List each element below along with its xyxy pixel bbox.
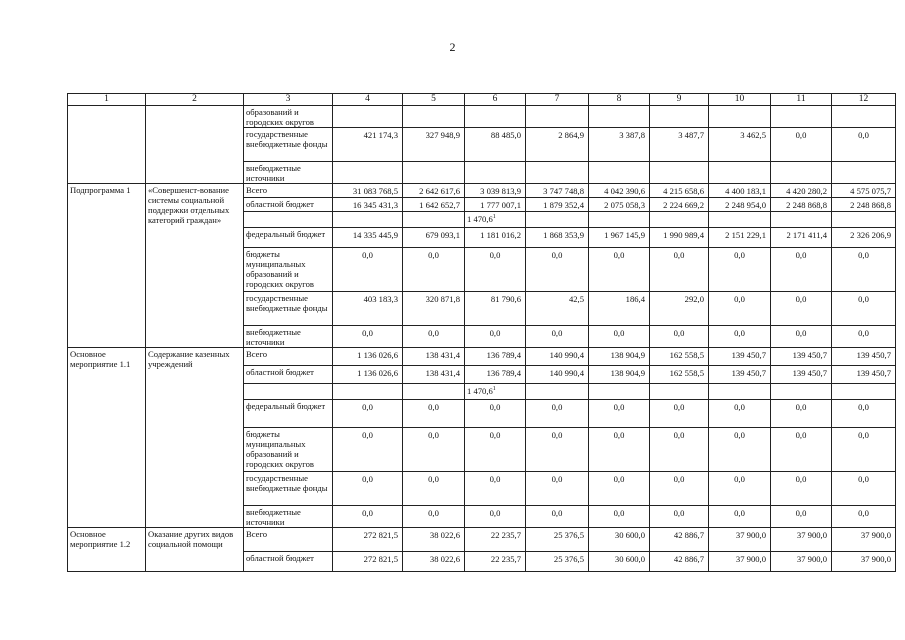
- value-cell: 0,0: [709, 326, 771, 348]
- value-cell: 0,0: [771, 472, 832, 506]
- value-cell: 0,0: [650, 428, 709, 472]
- value-cell: 0,0: [465, 400, 526, 428]
- value-cell: 2 248 954,0: [709, 198, 771, 212]
- source-label: образований и городских округов: [244, 106, 333, 128]
- value-cell: 1 181 016,2: [465, 228, 526, 248]
- column-header: 7: [526, 94, 589, 106]
- value-cell: 0,0: [709, 472, 771, 506]
- value-cell: 4 400 183,1: [709, 184, 771, 198]
- value-cell: 0,0: [403, 506, 465, 528]
- value-cell: 1 879 352,4: [526, 198, 589, 212]
- value-cell: 0,0: [832, 326, 896, 348]
- value-cell: 0,0: [650, 248, 709, 292]
- value-cell: 0,0: [589, 472, 650, 506]
- value-cell: 1 990 989,4: [650, 228, 709, 248]
- column-header: 10: [709, 94, 771, 106]
- column-header: 12: [832, 94, 896, 106]
- value-cell: 138 431,4: [403, 366, 465, 384]
- value-cell: 0,0: [771, 128, 832, 162]
- value-cell: 0,0: [465, 248, 526, 292]
- value-cell: 42 886,7: [650, 552, 709, 572]
- note-value: 1 470,6: [467, 214, 493, 224]
- note-value: 1 470,6: [467, 386, 493, 396]
- value-cell: 30 600,0: [589, 552, 650, 572]
- column-header: 11: [771, 94, 832, 106]
- empty-cell: [403, 162, 465, 184]
- value-cell: 0,0: [709, 428, 771, 472]
- column-header: 5: [403, 94, 465, 106]
- value-cell: 0,0: [403, 428, 465, 472]
- value-cell: 272 821,5: [333, 528, 403, 552]
- value-cell: 2 151 229,1: [709, 228, 771, 248]
- source-label: федеральный бюджет: [244, 228, 333, 248]
- value-cell: 0,0: [709, 506, 771, 528]
- value-cell: 0,0: [832, 128, 896, 162]
- value-cell: 38 022,6: [403, 528, 465, 552]
- value-cell: 2 171 411,4: [771, 228, 832, 248]
- source-label: бюджеты муниципальных образований и городских округов: [244, 248, 333, 292]
- value-cell: 37 900,0: [709, 528, 771, 552]
- value-cell: 0,0: [589, 248, 650, 292]
- value-cell: 0,0: [465, 326, 526, 348]
- value-cell: 0,0: [526, 472, 589, 506]
- empty-cell: [832, 384, 896, 400]
- value-cell: 0,0: [771, 428, 832, 472]
- empty-cell: [526, 162, 589, 184]
- value-cell: 0,0: [771, 400, 832, 428]
- value-cell: 0,0: [589, 428, 650, 472]
- source-label: внебюджетные источники: [244, 162, 333, 184]
- value-cell: 0,0: [650, 326, 709, 348]
- source-label: областной бюджет: [244, 198, 333, 212]
- empty-cell: [832, 106, 896, 128]
- value-cell: 25 376,5: [526, 552, 589, 572]
- program-title: «Совершенст-вование системы социальной поддержки отдельных категорий граждан»: [146, 184, 244, 348]
- note-cell: [465, 384, 526, 400]
- source-label: государственные внебюджетные фонды: [244, 292, 333, 326]
- source-label: государственные внебюджетные фонды: [244, 472, 333, 506]
- value-cell: 3 387,8: [589, 128, 650, 162]
- empty-cell: [650, 212, 709, 228]
- table-row: [68, 184, 896, 198]
- value-cell: 22 235,7: [465, 552, 526, 572]
- empty-cell: [771, 212, 832, 228]
- empty-cell: [146, 106, 244, 184]
- value-cell: 37 900,0: [832, 552, 896, 572]
- value-cell: 0,0: [589, 506, 650, 528]
- value-cell: 3 039 813,9: [465, 184, 526, 198]
- program-title: Оказание других видов социальной помощи: [146, 528, 244, 572]
- empty-cell: [403, 384, 465, 400]
- header-row: [68, 94, 896, 106]
- value-cell: 16 345 431,3: [333, 198, 403, 212]
- value-cell: 162 558,5: [650, 366, 709, 384]
- table-row: [68, 348, 896, 366]
- note-mark: 1: [492, 386, 496, 393]
- page-number: 2: [449, 40, 456, 54]
- value-cell: 1 136 026,6: [333, 366, 403, 384]
- value-cell: 2 248 868,8: [832, 198, 896, 212]
- empty-cell: [650, 162, 709, 184]
- value-cell: 14 335 445,9: [333, 228, 403, 248]
- empty-cell: [589, 384, 650, 400]
- source-label: государственные внебюджетные фонды: [244, 128, 333, 162]
- value-cell: 0,0: [832, 292, 896, 326]
- source-label: внебюджетные источники: [244, 326, 333, 348]
- empty-cell: [771, 384, 832, 400]
- value-cell: 25 376,5: [526, 528, 589, 552]
- source-label: внебюджетные источники: [244, 506, 333, 528]
- value-cell: 421 174,3: [333, 128, 403, 162]
- value-cell: 0,0: [333, 506, 403, 528]
- value-cell: 0,0: [403, 400, 465, 428]
- empty-cell: [771, 162, 832, 184]
- value-cell: 186,4: [589, 292, 650, 326]
- value-cell: 37 900,0: [771, 552, 832, 572]
- value-cell: 140 990,4: [526, 348, 589, 366]
- value-cell: 81 790,6: [465, 292, 526, 326]
- empty-cell: [465, 106, 526, 128]
- value-cell: 292,0: [650, 292, 709, 326]
- value-cell: 0,0: [771, 506, 832, 528]
- value-cell: 139 450,7: [832, 366, 896, 384]
- value-cell: 140 990,4: [526, 366, 589, 384]
- empty-cell: [333, 384, 403, 400]
- value-cell: 4 042 390,6: [589, 184, 650, 198]
- value-cell: 0,0: [403, 472, 465, 506]
- empty-cell: [832, 212, 896, 228]
- value-cell: 1 967 145,9: [589, 228, 650, 248]
- column-header: 8: [589, 94, 650, 106]
- value-cell: 162 558,5: [650, 348, 709, 366]
- value-cell: 0,0: [465, 428, 526, 472]
- value-cell: 0,0: [650, 400, 709, 428]
- empty-cell: [526, 212, 589, 228]
- program-title: Содержание казенных учреждений: [146, 348, 244, 528]
- value-cell: 2 326 206,9: [832, 228, 896, 248]
- value-cell: 0,0: [333, 248, 403, 292]
- value-cell: 3 487,7: [650, 128, 709, 162]
- column-header: 6: [465, 94, 526, 106]
- value-cell: 0,0: [465, 506, 526, 528]
- source-label: областной бюджет: [244, 552, 333, 572]
- empty-cell: [333, 106, 403, 128]
- note-cell: [465, 212, 526, 228]
- value-cell: 2 248 868,8: [771, 198, 832, 212]
- value-cell: 0,0: [333, 400, 403, 428]
- value-cell: 31 083 768,5: [333, 184, 403, 198]
- value-cell: 3 747 748,8: [526, 184, 589, 198]
- value-cell: 1 136 026,6: [333, 348, 403, 366]
- value-cell: 138 904,9: [589, 348, 650, 366]
- empty-cell: [650, 384, 709, 400]
- value-cell: 272 821,5: [333, 552, 403, 572]
- value-cell: 38 022,6: [403, 552, 465, 572]
- empty-cell: [650, 106, 709, 128]
- column-header: 9: [650, 94, 709, 106]
- empty-cell: [709, 162, 771, 184]
- value-cell: 0,0: [465, 472, 526, 506]
- note-mark: 1: [492, 214, 496, 221]
- value-cell: 139 450,7: [771, 348, 832, 366]
- value-cell: 4 215 658,6: [650, 184, 709, 198]
- value-cell: 139 450,7: [832, 348, 896, 366]
- value-cell: 0,0: [526, 248, 589, 292]
- value-cell: 0,0: [650, 506, 709, 528]
- value-cell: 2 075 058,3: [589, 198, 650, 212]
- value-cell: 0,0: [526, 326, 589, 348]
- value-cell: 0,0: [526, 506, 589, 528]
- column-header: 2: [146, 94, 244, 106]
- empty-cell: [244, 384, 333, 400]
- value-cell: 0,0: [526, 428, 589, 472]
- value-cell: 1 777 007,1: [465, 198, 526, 212]
- program-name: Основное мероприятие 1.2: [68, 528, 146, 572]
- empty-cell: [526, 106, 589, 128]
- value-cell: 136 789,4: [465, 366, 526, 384]
- value-cell: 0,0: [832, 400, 896, 428]
- value-cell: 320 871,8: [403, 292, 465, 326]
- empty-cell: [709, 212, 771, 228]
- empty-cell: [589, 162, 650, 184]
- source-label: федеральный бюджет: [244, 400, 333, 428]
- budget-table: [67, 93, 896, 572]
- empty-cell: [68, 106, 146, 184]
- value-cell: 138 904,9: [589, 366, 650, 384]
- source-label: бюджеты муниципальных образований и городских округов: [244, 428, 333, 472]
- value-cell: 0,0: [333, 428, 403, 472]
- source-label: Всего: [244, 348, 333, 366]
- value-cell: 0,0: [832, 506, 896, 528]
- empty-cell: [244, 212, 333, 228]
- value-cell: 0,0: [771, 326, 832, 348]
- value-cell: 0,0: [771, 248, 832, 292]
- value-cell: 403 183,3: [333, 292, 403, 326]
- value-cell: 88 485,0: [465, 128, 526, 162]
- empty-cell: [465, 162, 526, 184]
- value-cell: 2 864,9: [526, 128, 589, 162]
- value-cell: 0,0: [709, 248, 771, 292]
- value-cell: 2 642 617,6: [403, 184, 465, 198]
- column-header: 4: [333, 94, 403, 106]
- value-cell: 42 886,7: [650, 528, 709, 552]
- empty-cell: [832, 162, 896, 184]
- program-name: Подпрограмма 1: [68, 184, 146, 348]
- value-cell: 0,0: [709, 292, 771, 326]
- empty-cell: [333, 212, 403, 228]
- value-cell: 327 948,9: [403, 128, 465, 162]
- source-label: Всего: [244, 528, 333, 552]
- empty-cell: [709, 106, 771, 128]
- empty-cell: [771, 106, 832, 128]
- table-row: [68, 106, 896, 128]
- source-label: Всего: [244, 184, 333, 198]
- value-cell: 37 900,0: [709, 552, 771, 572]
- value-cell: 0,0: [709, 400, 771, 428]
- value-cell: 1 868 353,9: [526, 228, 589, 248]
- value-cell: 2 224 669,2: [650, 198, 709, 212]
- value-cell: 4 575 075,7: [832, 184, 896, 198]
- program-name: Основное мероприятие 1.1: [68, 348, 146, 528]
- value-cell: 139 450,7: [709, 348, 771, 366]
- empty-cell: [589, 212, 650, 228]
- value-cell: 136 789,4: [465, 348, 526, 366]
- value-cell: 0,0: [403, 248, 465, 292]
- value-cell: 0,0: [771, 292, 832, 326]
- empty-cell: [403, 106, 465, 128]
- value-cell: 37 900,0: [771, 528, 832, 552]
- value-cell: 22 235,7: [465, 528, 526, 552]
- empty-cell: [709, 384, 771, 400]
- value-cell: 3 462,5: [709, 128, 771, 162]
- value-cell: 0,0: [832, 472, 896, 506]
- value-cell: 1 642 652,7: [403, 198, 465, 212]
- value-cell: 0,0: [650, 472, 709, 506]
- empty-cell: [403, 212, 465, 228]
- value-cell: 0,0: [589, 326, 650, 348]
- value-cell: 0,0: [832, 428, 896, 472]
- value-cell: 139 450,7: [771, 366, 832, 384]
- empty-cell: [526, 384, 589, 400]
- value-cell: 4 420 280,2: [771, 184, 832, 198]
- value-cell: 0,0: [333, 472, 403, 506]
- value-cell: 37 900,0: [832, 528, 896, 552]
- value-cell: 0,0: [333, 326, 403, 348]
- table-row: [68, 528, 896, 552]
- source-label: областной бюджет: [244, 366, 333, 384]
- value-cell: 0,0: [526, 400, 589, 428]
- empty-cell: [333, 162, 403, 184]
- value-cell: 139 450,7: [709, 366, 771, 384]
- empty-cell: [589, 106, 650, 128]
- column-header: 3: [244, 94, 333, 106]
- column-header: 1: [68, 94, 146, 106]
- value-cell: 30 600,0: [589, 528, 650, 552]
- value-cell: 0,0: [832, 248, 896, 292]
- value-cell: 0,0: [589, 400, 650, 428]
- value-cell: 0,0: [403, 326, 465, 348]
- value-cell: 138 431,4: [403, 348, 465, 366]
- value-cell: 679 093,1: [403, 228, 465, 248]
- value-cell: 42,5: [526, 292, 589, 326]
